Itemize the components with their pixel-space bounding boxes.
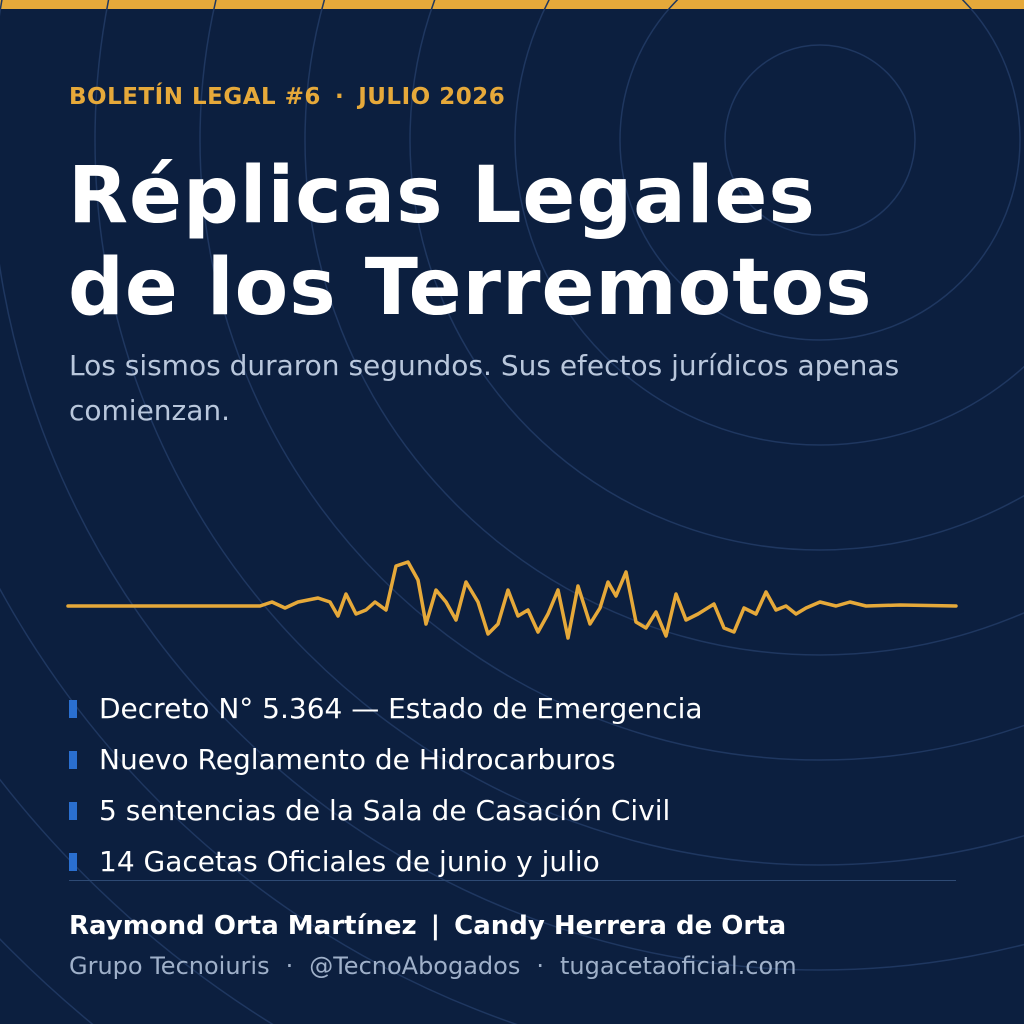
author-name: Candy Herrera de Orta (454, 911, 787, 941)
kicker-separator: · (334, 84, 345, 110)
website: tugacetaoficial.com (560, 952, 797, 980)
issue-label: BOLETÍN LEGAL #6 (69, 84, 321, 110)
list-item (69, 734, 703, 785)
bullet-icon (69, 751, 77, 769)
bullet-icon (69, 853, 77, 871)
list-item-text: 14 Gacetas Oficiales de junio y julio (99, 845, 600, 878)
author-name: Raymond Orta Martínez (69, 911, 417, 941)
title-line-2: de los Terremotos (68, 243, 873, 333)
topics-list (69, 683, 703, 887)
bullet-icon (69, 700, 77, 718)
credits-line (69, 952, 797, 980)
list-item (69, 683, 703, 734)
seismograph-wave-icon (0, 540, 1024, 660)
author-separator: | (430, 911, 441, 941)
issue-date: JULIO 2026 (358, 84, 506, 110)
bullet-icon (69, 802, 77, 820)
footer-divider (69, 880, 956, 881)
list-item-text: Nuevo Reglamento de Hidrocarburos (99, 743, 616, 776)
list-item-text: Decreto N° 5.364 — Estado de Emergencia (99, 692, 703, 725)
credits-separator: · (285, 952, 294, 980)
authors-line (69, 911, 786, 941)
credits-separator: · (536, 952, 544, 980)
title-line-1: Réplicas Legales (68, 151, 816, 241)
list-item-text: 5 sentencias de la Sala de Casación Civil (99, 794, 671, 827)
social-handle: @TecnoAbogados (309, 952, 521, 980)
bulletin-kicker (69, 84, 505, 110)
subtitle: Los sismos duraron segundos. Sus efectos jurídicos apenas comienzan. (69, 349, 900, 427)
list-item (69, 785, 703, 836)
organization-name: Grupo Tecnoiuris (69, 952, 270, 980)
page-title (68, 150, 873, 334)
